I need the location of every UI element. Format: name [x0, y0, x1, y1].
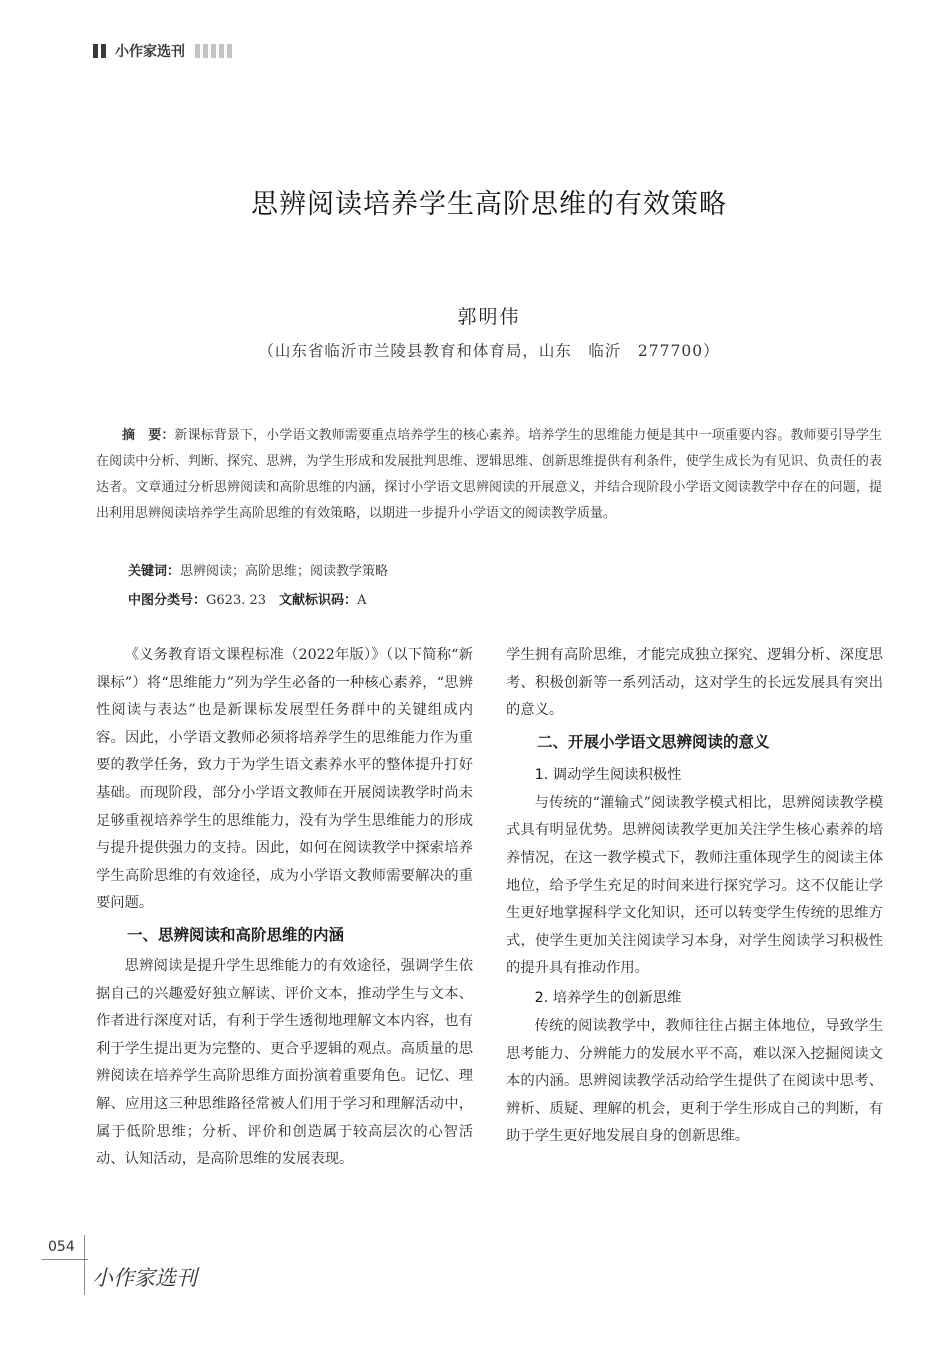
- section-2-heading: 二、开展小学语文思辨阅读的意义: [537, 732, 770, 751]
- author-name: 郭明伟: [457, 306, 521, 328]
- section-1-heading: 一、思辨阅读和高阶思维的内涵: [127, 925, 345, 944]
- doc-code-value: A: [357, 593, 367, 608]
- subsection-2-paragraph: 传统的阅读教学中，教师往往占据主体地位，导致学生思考能力、分辨能力的发展水平不高，难以深入挖掘阅读文本的内涵。思辨阅读教学活动给学生提供了在阅读中思考、辨析、质疑、理解的机会，更利于学生形成自己的判断，有助于学生更好地发展自身的创新思维。: [506, 1017, 883, 1145]
- keywords: [128, 560, 388, 579]
- keywords-text: 思辨阅读；高阶思维；阅读教学策略: [180, 564, 389, 579]
- left-column: [96, 642, 473, 1174]
- clc-value: G623. 23: [206, 593, 267, 608]
- abstract-label: 摘 要：: [122, 428, 175, 443]
- keywords-label: 关键词：: [128, 564, 181, 579]
- footer-rule-vertical: [84, 1235, 85, 1295]
- header-dark-bars: [93, 44, 109, 58]
- header-light-bars: [195, 44, 235, 58]
- article-title: 思辨阅读培养学生高阶思维的有效策略: [251, 189, 727, 220]
- abstract-text: 新课标背景下，小学语文教师需要重点培养学生的核心素养。培养学生的思维能力便是其中一项重要内容。教师要引导学生在阅读中分析、判断、探究、思辨，为学生形成和发展批判思维、逻辑思维、创新思维提供有利条件，使学生成长为有见识、负责任的表达者。文章通过分析思辨阅读和高阶思维的内涵，探讨小学语文思辨阅读的开展意义，并结合现阶段小学语文阅读教学中存在的问题，提出利用思辨阅读培养学生高阶思维的有效策略，以期进一步提升小学语文的阅读教学质量。: [96, 428, 882, 521]
- journal-name: 小作家选刊: [115, 44, 185, 60]
- clc-label: 中图分类号：: [128, 593, 207, 608]
- journal-header: [93, 40, 235, 62]
- journal-logo-text: 小作家选刊: [92, 1266, 197, 1290]
- abstract: [96, 423, 882, 527]
- classification-line: [128, 589, 366, 608]
- section-1-paragraph: 思辨阅读是提升学生思维能力的有效途径，强调学生依据自己的兴趣爱好独立解读、评价文本，推动学生与文本、作者进行深度对话，有利于学生透彻地理解文本内容，也有利于学生提出更为完整的、更合乎逻辑的观点。高质量的思辨阅读在培养学生高阶思维方面扮演着重要角色。记忆、理解、应用这三种思维路径常被人们用于学习和理解活动中，属于低阶思维；分析、评价和创造属于较高层次的心智活动、认知活动，是高阶思维的发展表现。: [96, 957, 473, 1168]
- continued-paragraph: 学生拥有高阶思维，才能完成独立探究、逻辑分析、深度思考、积极创新等一系列活动，这对学生的长远发展具有突出的意义。: [506, 647, 883, 719]
- right-column: [506, 642, 883, 1151]
- subsection-1-paragraph: 与传统的“灌输式”阅读教学模式相比，思辨阅读教学模式具有明显优势。思辨阅读教学更加关注学生核心素养的培养情况，在这一教学模式下，教师注重体现学生的阅读主体地位，给予学生充足的时间来进行探究学习。这不仅能让学生更好地掌握科学文化知识，还可以转变学生传统的思维方式，使学生更加关注阅读学习本身，对学生阅读学习积极性的提升具有推动作用。: [506, 794, 883, 977]
- footer-rule-horizontal: [42, 1259, 88, 1260]
- page-number: 054: [48, 1239, 75, 1255]
- subsection-1-heading: 1. 调动学生阅读积极性: [534, 766, 682, 783]
- doc-code-label: 文献标识码：: [279, 593, 358, 608]
- subsection-2-heading: 2. 培养学生的创新思维: [534, 989, 682, 1006]
- journal-logo: [90, 1261, 220, 1295]
- author-affiliation: （山东省临沂市兰陵县教育和体育局，山东 临沂 277700）: [258, 342, 720, 360]
- intro-paragraph: 《义务教育语文课程标准（2022年版）》（以下简称“新课标”）将“思维能力”列为学生必备的一种核心素养，“思辨性阅读与表达”也是新课标发展型任务群中的关键组成内容。因此，小学语文教师必须将培养学生的思维能力作为重要的教学任务，致力于为学生语文素养水平的整体提升打好基础。而现阶段，部分小学语文教师在开展阅读教学时尚未足够重视培养学生的思维能力，没有为学生思维能力的形成与提升提供强力的支持。因此，如何在阅读教学中探索培养学生高阶思维的有效途径，成为小学语文教师需要解决的重要问题。: [96, 647, 473, 912]
